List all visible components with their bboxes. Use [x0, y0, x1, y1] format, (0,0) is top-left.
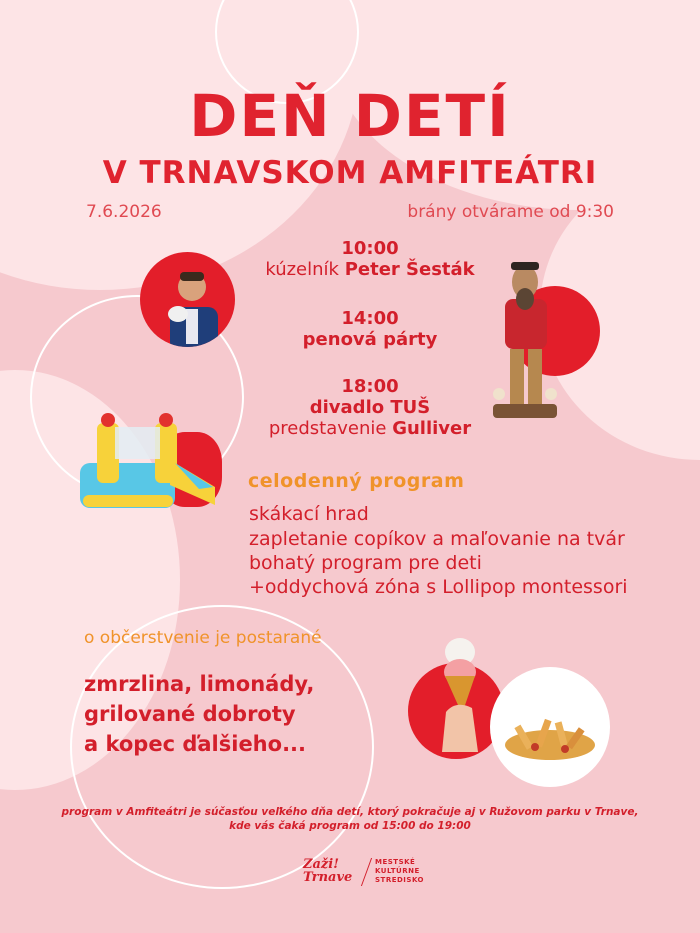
event-prefix: predstavenie [268, 418, 393, 439]
logo-text: MESTSKÉ [375, 858, 416, 866]
footer-line: program v Amfiteátri je súčasťou veľkého dňa detí, ktorý pokračuje aj v Ružovom parku v Trnave, [61, 806, 639, 818]
food-line: grilované dobroty [84, 702, 296, 726]
event-foam-party [230, 308, 510, 350]
bouncy-castle-icon [75, 405, 220, 523]
gates-open: brány otvárame od 9:30 [407, 202, 614, 222]
allday-item: +oddychová zóna s Lollipop montessori [249, 576, 628, 598]
magician-icon [140, 252, 235, 347]
magician-photo [140, 252, 235, 347]
allday-item: skákací hrad [249, 503, 369, 525]
food-line: zmrzlina, limonády, [84, 672, 315, 696]
puppet-icon [485, 254, 565, 439]
event-time: 18:00 [341, 376, 399, 397]
zazi-trnave-logo [303, 858, 352, 884]
event-prefix: kúzelník [265, 259, 345, 280]
food-heading: o občerstvenie je postarané [84, 628, 322, 648]
food-line: a kopec ďalšieho... [84, 732, 306, 756]
fries-icon [490, 667, 610, 787]
event-performer: Peter Šesták [344, 259, 475, 280]
puppet-photo [510, 286, 600, 376]
event-magician [230, 238, 510, 280]
mks-logo [375, 858, 424, 885]
event-performance: Gulliver [392, 418, 472, 439]
ice-cream-icon [432, 634, 492, 754]
event-time: 14:00 [341, 308, 399, 329]
event-line: penová párty [302, 329, 438, 350]
logo-text: Zaži! [303, 857, 339, 872]
event-line [230, 259, 510, 280]
footer-line: kde vás čaká program od 15:00 do 19:00 [229, 820, 471, 832]
logo-text: Trnave [303, 870, 353, 885]
page-title: DEŇ DETÍ [189, 82, 511, 150]
logo-text: STREDISKO [375, 876, 425, 884]
page-subtitle: V TRNAVSKOM AMFITEÁTRI [102, 155, 598, 191]
event-theatre [230, 376, 510, 439]
event-time: 10:00 [341, 238, 399, 259]
allday-item: zapletanie copíkov a maľovanie na tvár [249, 528, 625, 550]
logo-text: KULTÚRNE [375, 867, 420, 875]
grilled-food-photo [490, 667, 610, 787]
allday-heading: celodenný program [248, 470, 465, 492]
event-line: divadlo TUŠ [309, 397, 431, 418]
event-line [230, 418, 510, 439]
allday-item: bohatý program pre deti [249, 552, 482, 574]
event-date: 7.6.2026 [86, 202, 162, 222]
